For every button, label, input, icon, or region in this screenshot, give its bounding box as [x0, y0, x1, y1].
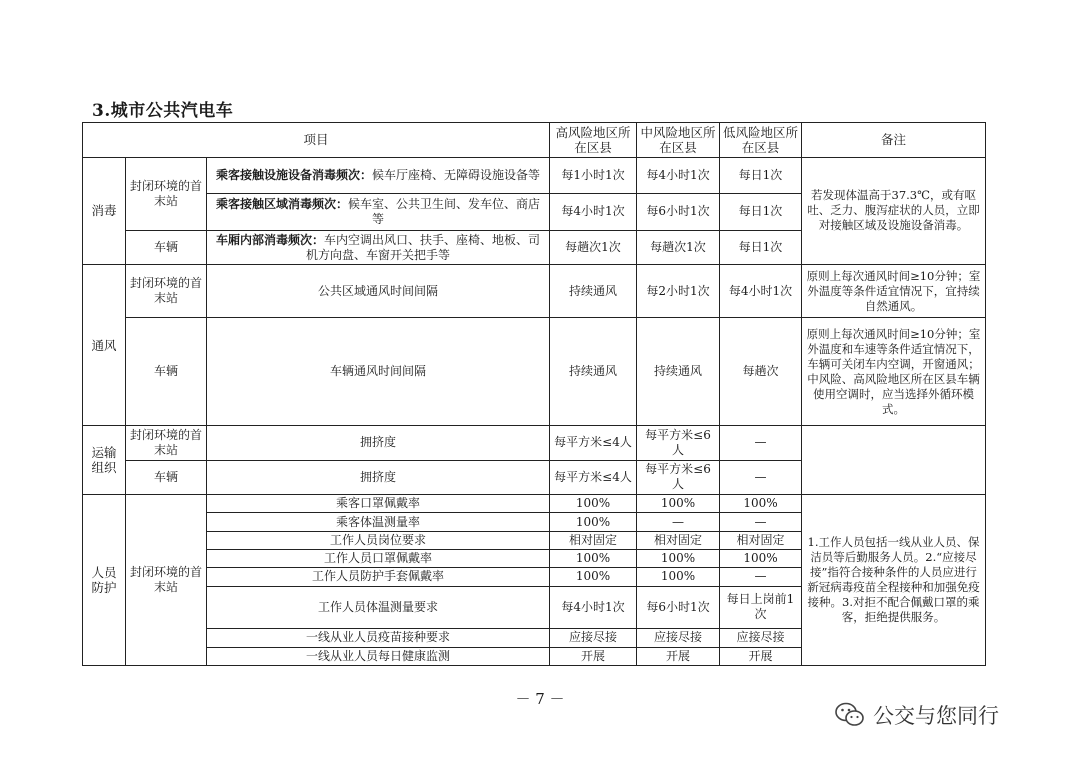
cell-high: 100% [550, 568, 637, 586]
cell-low: — [720, 513, 802, 531]
cell-low: — [720, 460, 802, 495]
note-disinfection: 若发现体温高于37.3℃，或有呕吐、乏力、腹泻症状的人员，立即对接触区域及设施设备消毒。 [802, 157, 986, 265]
cell-mid: 每平方米≤6人 [637, 425, 720, 460]
measures-table [82, 122, 986, 666]
cell-mid: 100% [637, 549, 720, 567]
cell-mid: 100% [637, 568, 720, 586]
cell-low: — [720, 425, 802, 460]
cell-high: 持续通风 [550, 265, 637, 318]
cell-mid: 相对固定 [637, 531, 720, 549]
cell-mid: 每4小时1次 [637, 157, 720, 194]
cell-high: 每平方米≤4人 [550, 460, 637, 495]
category-ventilation: 通风 [83, 265, 126, 426]
header-low: 低风险地区所在区县 [720, 123, 802, 158]
cell-low: 每日1次 [720, 157, 802, 194]
row-item: 乘客口罩佩戴率 [207, 495, 550, 513]
cell-low: 100% [720, 495, 802, 513]
cell-high: 每平方米≤4人 [550, 425, 637, 460]
row-item: 工作人员口罩佩戴率 [207, 549, 550, 567]
cell-mid: 每平方米≤6人 [637, 460, 720, 495]
cell-high: 每4小时1次 [550, 586, 637, 629]
cell-mid: 应接尽接 [637, 629, 720, 647]
row-item: 车厢内部消毒频次：车内空调出风口、扶手、座椅、地板、司机方向盘、车窗开关把手等 [207, 230, 550, 265]
row-item: 工作人员岗位要求 [207, 531, 550, 549]
note-protection: 1.工作人员包括一线从业人员、保洁员等后勤服务人员。2.“应接尽接”指符合接种条件的人员应进行新冠病毒疫苗全程接种和加强免疫接种。3.对拒不配合佩戴口罩的乘客，拒绝提供服务。 [802, 495, 986, 666]
row-item: 公共区域通风时间间隔 [207, 265, 550, 318]
cell-high: 每趟次1次 [550, 230, 637, 265]
cell-low: 每日上岗前1次 [720, 586, 802, 629]
cell-high: 持续通风 [550, 318, 637, 426]
row-item: 一线从业人员疫苗接种要求 [207, 629, 550, 647]
cell-high: 100% [550, 549, 637, 567]
table-row [83, 265, 986, 318]
cell-low: 相对固定 [720, 531, 802, 549]
cell-high: 每1小时1次 [550, 157, 637, 194]
row-item: 工作人员体温测量要求 [207, 586, 550, 629]
cell-low: 100% [720, 549, 802, 567]
row-item: 乘客接触区域消毒频次：候车室、公共卫生间、发车位、商店等 [207, 194, 550, 231]
header-mid: 中风险地区所在区县 [637, 123, 720, 158]
row-item: 工作人员防护手套佩戴率 [207, 568, 550, 586]
row-item: 拥挤度 [207, 460, 550, 495]
row-item: 一线从业人员每日健康监测 [207, 647, 550, 665]
cell-mid: 每2小时1次 [637, 265, 720, 318]
cell-mid: 100% [637, 495, 720, 513]
watermark-text: 公交与您同行 [873, 704, 999, 728]
section-title: 3.城市公共汽电车 [92, 101, 234, 121]
cell-mid: 每6小时1次 [637, 586, 720, 629]
note-ventilation-vehicle: 原则上每次通风时间≥10分钟；室外温度和车速等条件适宜情况下，车辆可关闭车内空调，开窗通风；中风险、高风险地区所在区县车辆使用空调时，应当选择外循环模式。 [802, 318, 986, 426]
note-transport [802, 425, 986, 494]
row-item: 乘客体温测量率 [207, 513, 550, 531]
cell-high: 相对固定 [550, 531, 637, 549]
sub-vehicle: 车辆 [126, 318, 207, 426]
category-disinfection: 消毒 [83, 157, 126, 265]
cell-high: 应接尽接 [550, 629, 637, 647]
row-item: 车辆通风时间间隔 [207, 318, 550, 426]
cell-high: 100% [550, 513, 637, 531]
watermark [835, 700, 999, 730]
sub-vehicle: 车辆 [126, 230, 207, 265]
header-row [83, 123, 986, 158]
table-row [83, 495, 986, 513]
cell-mid: 开展 [637, 647, 720, 665]
cell-low: 每4小时1次 [720, 265, 802, 318]
table-row [83, 318, 986, 426]
table-row [83, 425, 986, 460]
cell-high: 100% [550, 495, 637, 513]
cell-mid: 每6小时1次 [637, 194, 720, 231]
row-item: 乘客接触设施设备消毒频次：候车厅座椅、无障碍设施设备等 [207, 157, 550, 194]
sub-vehicle: 车辆 [126, 460, 207, 495]
cell-mid: 每趟次1次 [637, 230, 720, 265]
cell-low: 开展 [720, 647, 802, 665]
cell-low: 每趟次 [720, 318, 802, 426]
category-protection: 人员防护 [83, 495, 126, 666]
cell-mid: — [637, 513, 720, 531]
category-transport: 运输组织 [83, 425, 126, 494]
cell-low: — [720, 568, 802, 586]
wechat-icon [835, 702, 865, 728]
cell-mid: 持续通风 [637, 318, 720, 426]
cell-high: 开展 [550, 647, 637, 665]
table-row [83, 157, 986, 194]
cell-low: 每日1次 [720, 194, 802, 231]
cell-low: 应接尽接 [720, 629, 802, 647]
sub-station: 封闭环境的首末站 [126, 495, 207, 666]
header-item: 项目 [83, 123, 550, 158]
header-note: 备注 [802, 123, 986, 158]
sub-station: 封闭环境的首末站 [126, 265, 207, 318]
header-high: 高风险地区所在区县 [550, 123, 637, 158]
sub-station: 封闭环境的首末站 [126, 425, 207, 460]
cell-high: 每4小时1次 [550, 194, 637, 231]
cell-low: 每日1次 [720, 230, 802, 265]
note-ventilation-station: 原则上每次通风时间≥10分钟；室外温度等条件适宜情况下，宜持续自然通风。 [802, 265, 986, 318]
page-number: － 7 － [515, 690, 565, 708]
row-item: 拥挤度 [207, 425, 550, 460]
sub-station: 封闭环境的首末站 [126, 157, 207, 230]
